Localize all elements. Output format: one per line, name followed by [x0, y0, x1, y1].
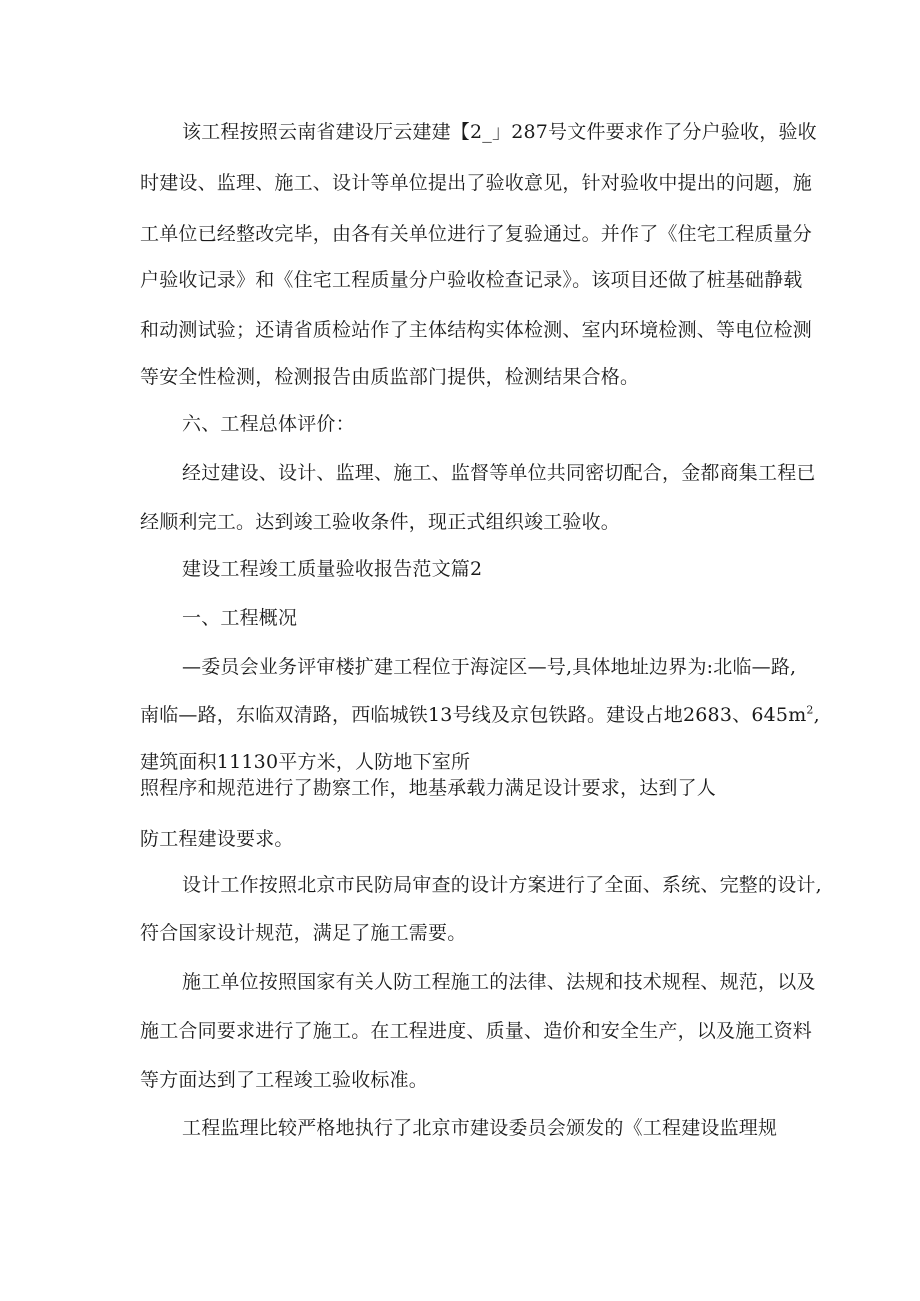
text-line: 等安全性检测，检测报告由质监部门提供，检测结果合格。	[140, 366, 640, 388]
text-line: 经过建设、设计、监理、施工、监督等单位共同密切配合，金都商集工程已	[182, 462, 816, 484]
heading-project-overview: 一、工程概况	[182, 607, 298, 629]
section-title: 建设工程竣工质量验收报告范文篇2	[182, 558, 483, 580]
text-line: 建筑面积11130平方米，人防地下室所	[140, 751, 471, 773]
text-segment: 南临—路，东临双清路，西临城铁13号线及京包铁路。建设占地2683、645m	[140, 704, 807, 726]
text-line: 和动测试验；还请省质检站作了主体结构实体检测、室内环境检测、等电位检测	[140, 319, 813, 341]
text-line: 施工合同要求进行了施工。在工程进度、质量、造价和安全生产，以及施工资料	[140, 1020, 813, 1042]
text-line: 工单位已经整改完毕，由各有关单位进行了复验通过。并作了《住宅工程质量分	[140, 223, 813, 245]
text-line: 工程监理比较严格地执行了北京市建设委员会颁发的《工程建设监理规	[182, 1117, 778, 1139]
text-line: 该工程按照云南省建设厅云建建【2_」287号文件要求作了分户验收，验收	[182, 121, 817, 143]
text-line: 防工程建设要求。	[140, 828, 294, 850]
text-segment: ,	[813, 704, 820, 726]
text-line: 设计工作按照北京市民防局审查的设计方案进行了全面、系统、完整的设计,	[182, 874, 822, 896]
text-line: 时建设、监理、施工、设计等单位提出了验收意见，针对验收中提出的问题，施	[140, 172, 813, 194]
text-line: 照程序和规范进行了勘察工作，地基承载力满足设计要求，达到了人	[140, 777, 717, 799]
heading-overall-evaluation: 六、工程总体评价：	[182, 413, 355, 435]
text-line: 户验收记录》和《住宅工程质量分户验收检查记录》。该项目还做了桩基础静载	[140, 269, 803, 291]
text-line: 符合国家设计规范，满足了施工需要。	[140, 922, 467, 944]
text-line: 经顺利完工。达到竣工验收条件，现正式组织竣工验收。	[140, 511, 621, 533]
superscript: 2	[806, 703, 814, 717]
text-line: —委员会业务评审楼扩建工程位于海淀区—号,具体地址边界为:北临—路,	[182, 656, 797, 678]
text-line: 等方面达到了工程竣工验收标准。	[140, 1069, 429, 1091]
text-line	[140, 703, 820, 727]
text-line: 施工单位按照国家有关人防工程施工的法律、法规和技术规程、规范，以及	[182, 971, 816, 993]
